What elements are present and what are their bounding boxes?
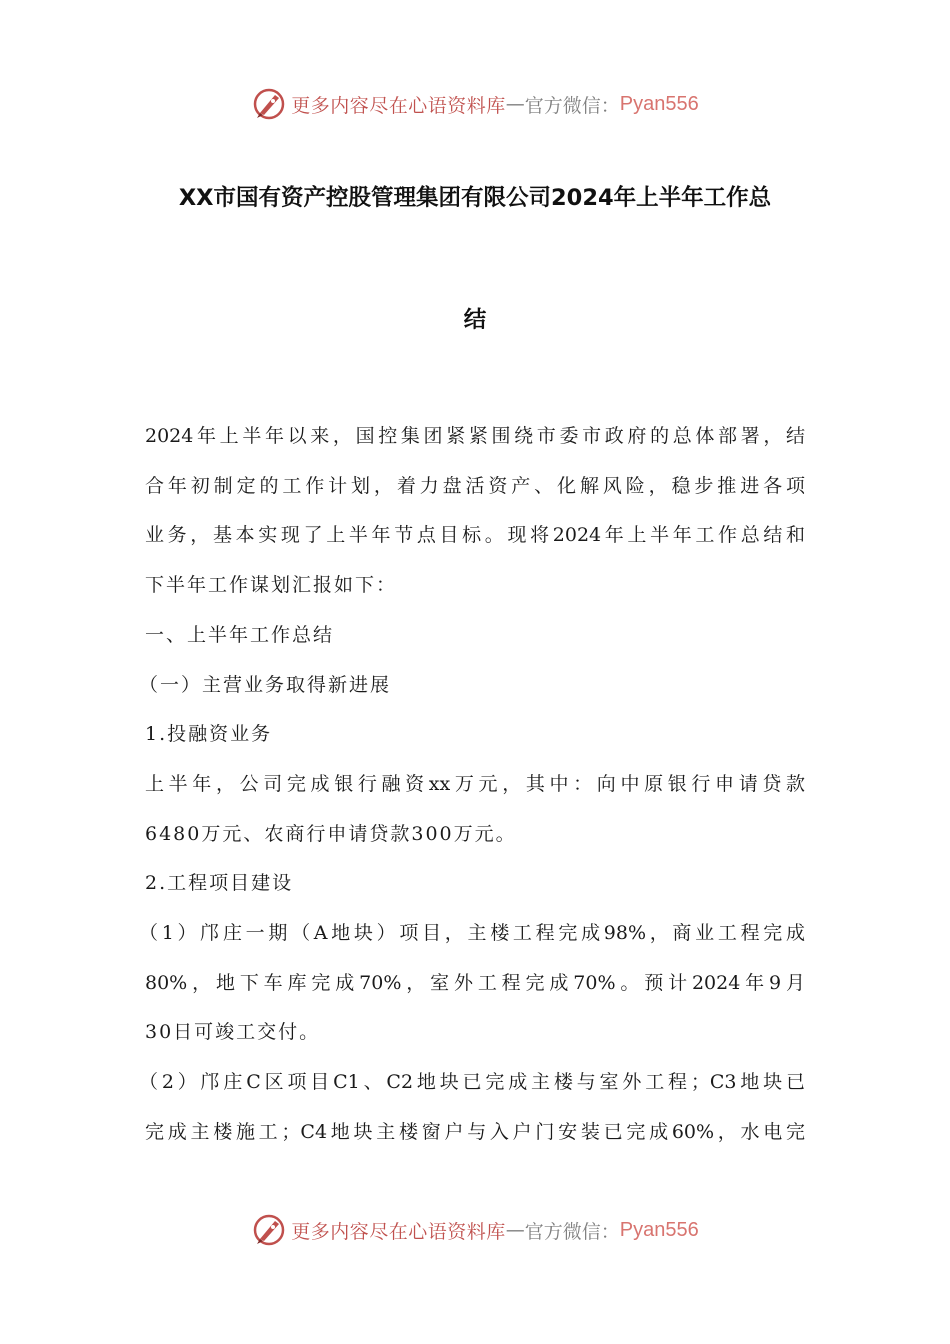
item2-p1-line-1: （1）邝庄一期（A地块）项目，主楼工程完成98%，商业工程完成 <box>139 922 805 945</box>
intro-line-4: 下半年工作谋划汇报如下： <box>145 574 398 597</box>
intro-line-3: 业务，基本实现了上半年节点目标。现将2024年上半年工作总结和 <box>145 524 805 547</box>
document-title-line-2: 结 <box>463 307 487 333</box>
banner-wechat-label: 官方微信： <box>524 94 620 117</box>
item2-p2-line-2: 完成主楼施工；C4地块主楼窗户与入户门安装已完成60%，水电完 <box>145 1120 805 1143</box>
banner-dash: — <box>505 93 525 115</box>
item2-p1-line-2: 80%，地下车库完成70%，室外工程完成70%。预计2024年9月 <box>145 971 805 994</box>
pen-logo-icon <box>251 86 287 122</box>
item1-line-2: 6480万元、农商行申请贷款300万元。 <box>145 822 517 845</box>
intro-line-1: 2024年上半年以来，国控集团紧紧围绕市委市政府的总体部署，结 <box>145 425 805 447</box>
banner-slogan: 更多内容尽在心语资料库 <box>291 94 506 117</box>
item1-line-1: 上半年，公司完成银行融资xx万元，其中：向中原银行申请贷款 <box>145 772 805 795</box>
subsection-heading-1-1: （一）主营业务取得新进展 <box>139 673 392 696</box>
item2-p2-line-1: （2）邝庄C区项目C1、C2地块已完成主楼与室外工程；C3地块已 <box>139 1071 805 1094</box>
item2-p1-line-3: 30日可竣工交付。 <box>145 1021 321 1044</box>
pen-logo-icon <box>251 1212 287 1248</box>
footer-banner <box>0 1210 950 1250</box>
banner-dash: — <box>505 1219 525 1241</box>
banner-wechat-label: 官方微信： <box>524 1220 620 1243</box>
banner-wechat-id: Pyan556 <box>619 92 699 115</box>
document-body <box>139 412 805 1158</box>
intro-line-2: 合年初制定的工作计划，着力盘活资产、化解风险，稳步推进各项 <box>145 474 805 497</box>
section-heading-1: 一、上半年工作总结 <box>145 623 335 646</box>
document-title-line-1: XX市国有资产控股管理集团有限公司2024年上半年工作总 <box>178 185 772 211</box>
banner-wechat-id: Pyan556 <box>619 1218 699 1241</box>
item-heading-2: 2.工程项目建设 <box>145 872 294 895</box>
banner-slogan: 更多内容尽在心语资料库 <box>291 1220 506 1243</box>
item-heading-1: 1.投融资业务 <box>145 723 273 746</box>
header-banner <box>0 84 950 124</box>
